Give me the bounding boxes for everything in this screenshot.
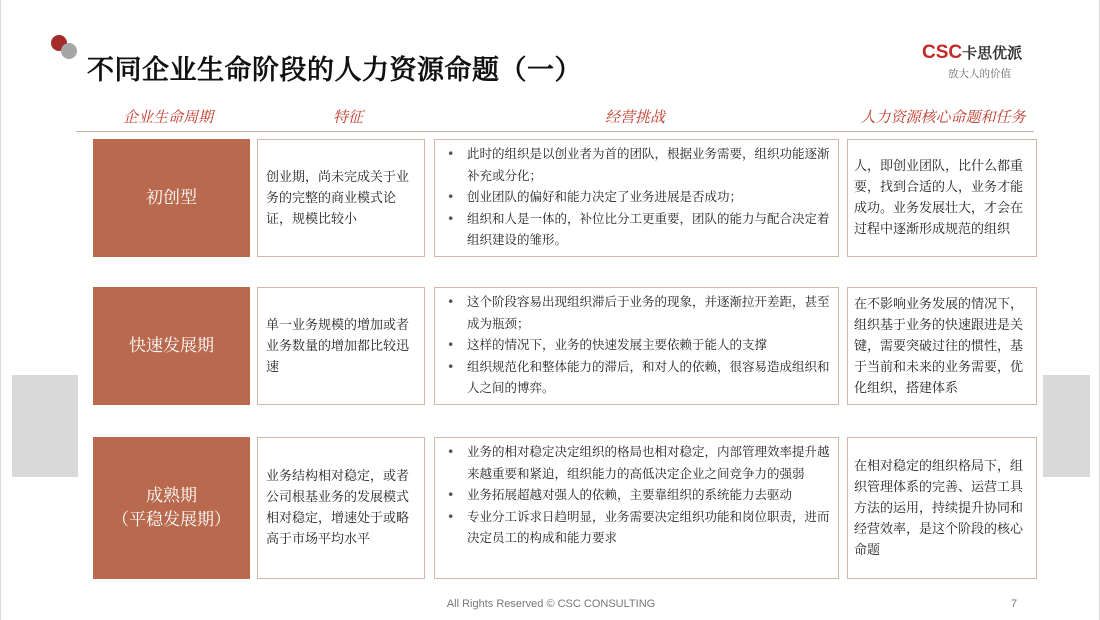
- challenge-item: • 这个阶段容易出现组织滞后于业务的现象，并逐渐拉开差距，甚至成为瓶颈；: [445, 291, 830, 334]
- decor-dot-gray: [61, 43, 77, 59]
- feature-text: 创业期，尚未完成关于业务的完整的商业模式论证，规模比较小: [266, 169, 410, 227]
- challenge-item: • 专业分工诉求日趋明显，业务需要决定组织功能和岗位职责，进而决定员工的构成和能力要求: [445, 506, 830, 549]
- hr-task-cell-startup: [847, 139, 1037, 257]
- page-title: 不同企业生命阶段的人力资源命题（一）: [87, 55, 582, 86]
- feature-cell-mature: [257, 437, 425, 579]
- challenge-list: [445, 441, 830, 549]
- hr-task-text: 在不影响业务发展的情况下，组织基于业务的快速跟进是关键，需要突破过往的惯性，基于当前和未来的业务需要，优化组织，搭建体系: [854, 296, 1024, 396]
- challenge-cell-mature: [434, 437, 839, 579]
- stage-mature: 成熟期 （平稳发展期）: [93, 437, 250, 579]
- hr-task-text: 在相对稳定的组织格局下，组织管理体系的完善、运营工具方法的运用，持续提升协同和经营效率，是这个阶段的核心命题: [854, 458, 1024, 558]
- hr-task-cell-rapid-growth: [847, 287, 1037, 405]
- page-number: 7: [1011, 598, 1018, 610]
- logo-brand-cn: 卡思优派: [962, 44, 1023, 62]
- challenge-cell-startup: [434, 139, 839, 257]
- company-logo: [922, 42, 1052, 81]
- feature-cell-rapid-growth: [257, 287, 425, 405]
- challenge-list: [445, 143, 830, 251]
- challenge-item: • 业务拓展超越对强人的依赖，主要靠组织的系统能力去驱动: [445, 484, 830, 506]
- challenge-list: [445, 291, 830, 399]
- challenge-item: • 此时的组织是以创业者为首的团队，根据业务需要，组织功能逐渐补充或分化；: [445, 143, 830, 186]
- hr-task-text: 人，即创业团队，比什么都重要，找到合适的人，业务才能成功。业务发展壮大，才会在过程中逐渐形成规范的组织: [854, 159, 1024, 237]
- challenge-item: • 组织和人是一体的，补位比分工更重要，团队的能力与配合决定着组织建设的雏形。: [445, 208, 830, 251]
- header-divider: [76, 131, 1034, 132]
- feature-text: 单一业务规模的增加或者业务数量的增加都比较迅速: [266, 317, 410, 375]
- feature-cell-startup: [257, 139, 425, 257]
- logo-tagline: 放大人的价值: [948, 68, 1011, 80]
- stage-rapid-growth: 快速发展期: [93, 287, 250, 405]
- hr-task-cell-mature: [847, 437, 1037, 579]
- column-header-lifecycle: 企业生命周期: [122, 108, 214, 126]
- challenge-item: • 这样的情况下，业务的快速发展主要依赖于能人的支撑: [445, 334, 830, 356]
- challenge-cell-rapid-growth: [434, 287, 839, 405]
- challenge-item: • 业务的相对稳定决定组织的格局也相对稳定，内部管理效率提升越来越重要和紧迫，组织能力的高低决定企业之间竞争力的强弱: [445, 441, 830, 484]
- feature-text: 业务结构相对稳定，或者公司根基业务的发展模式相对稳定，增速处于或略高于市场平均水平: [266, 469, 410, 547]
- stage-startup: 初创型: [93, 139, 250, 257]
- footer-copyright: All Rights Reserved © CSC CONSULTING: [446, 598, 656, 610]
- challenge-item: • 组织规范化和整体能力的滞后，和对人的依赖，很容易造成组织和人之间的博弈。: [445, 356, 830, 399]
- side-block-left: [12, 375, 78, 477]
- column-header-feature: 特征: [332, 108, 364, 126]
- side-block-right: [1043, 375, 1090, 477]
- column-header-hr-task: 人力资源核心命题和任务: [860, 108, 1026, 126]
- challenge-item: • 创业团队的偏好和能力决定了业务进展是否成功；: [445, 186, 830, 208]
- column-header-challenge: 经营挑战: [604, 108, 666, 126]
- logo-brand: CSC: [922, 42, 963, 63]
